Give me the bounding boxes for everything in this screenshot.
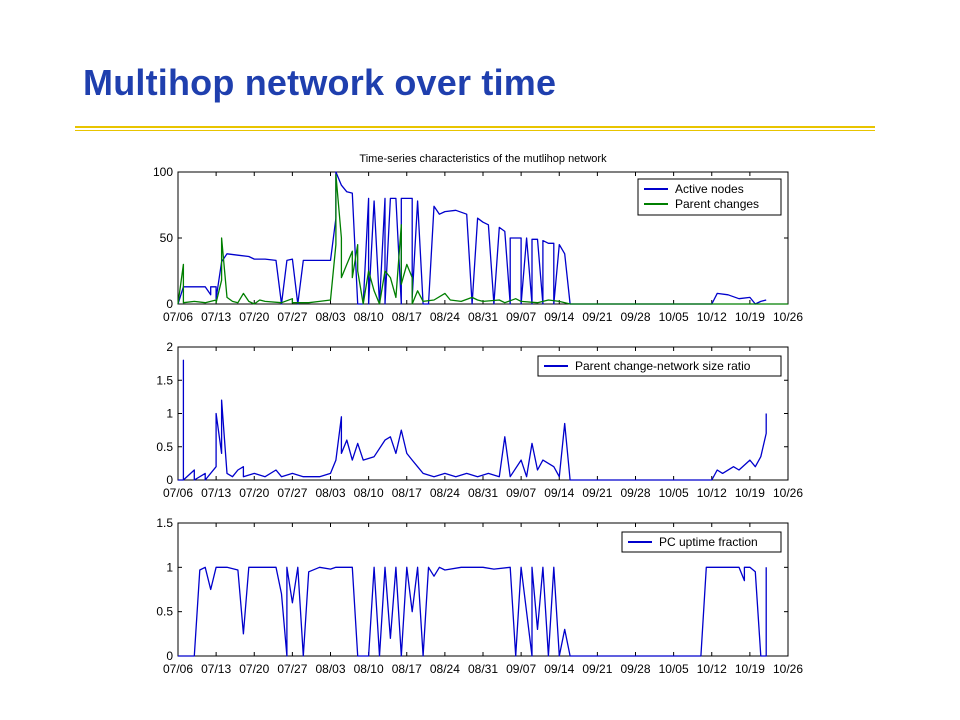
x-tick-label: 10/12	[696, 662, 727, 676]
x-tick-label: 07/06	[162, 662, 194, 676]
x-tick-label: 08/31	[467, 486, 499, 500]
x-tick-label: 08/03	[315, 310, 346, 324]
x-tick-label: 10/26	[772, 662, 804, 676]
x-tick-label: 08/10	[353, 310, 384, 324]
x-tick-label: 10/19	[734, 662, 765, 676]
x-tick-label: 07/06	[162, 310, 194, 324]
x-tick-label: 10/05	[658, 310, 689, 324]
x-tick-label: 07/06	[162, 486, 194, 500]
x-tick-label: 09/28	[620, 486, 651, 500]
x-tick-label: 09/14	[544, 662, 575, 676]
x-tick-label: 10/12	[696, 310, 727, 324]
x-tick-label: 08/24	[429, 662, 460, 676]
y-tick-label: 0.5	[156, 604, 173, 619]
x-tick-label: 08/10	[353, 662, 384, 676]
y-tick-label: 1	[166, 560, 173, 575]
x-tick-label: 10/19	[734, 486, 765, 500]
x-tick-label: 09/28	[620, 662, 651, 676]
legend	[638, 179, 781, 215]
x-tick-label: 09/07	[506, 310, 537, 324]
y-tick-label: 50	[159, 231, 173, 245]
x-tick-label: 10/19	[734, 310, 765, 324]
x-tick-label: 10/26	[772, 310, 804, 324]
x-tick-label: 09/07	[506, 662, 537, 676]
x-tick-label: 08/03	[315, 486, 346, 500]
x-tick-label: 08/10	[353, 486, 384, 500]
chart-title: Time-series characteristics of the mutlihop network	[359, 153, 607, 165]
y-tick-label: 0	[166, 297, 173, 311]
x-tick-label: 09/28	[620, 310, 651, 324]
x-tick-label: 10/26	[772, 486, 804, 500]
x-tick-label: 08/17	[391, 486, 422, 500]
y-tick-label: 100	[152, 165, 173, 179]
y-tick-label: 1.5	[156, 516, 173, 530]
x-tick-label: 10/05	[658, 486, 689, 500]
legend-label: Parent change-network size ratio	[575, 359, 751, 373]
legend-label: PC uptime fraction	[659, 535, 758, 549]
y-tick-label: 0	[166, 649, 173, 663]
x-tick-label: 07/13	[201, 310, 232, 324]
x-tick-label: 10/12	[696, 486, 727, 500]
x-tick-label: 08/24	[429, 486, 460, 500]
y-tick-label: 1.5	[156, 373, 173, 388]
x-tick-label: 07/20	[239, 486, 270, 500]
y-tick-label: 0	[166, 473, 173, 487]
x-tick-label: 08/24	[429, 310, 460, 324]
legend-label: Parent changes	[675, 197, 760, 211]
x-tick-label: 07/20	[239, 662, 270, 676]
x-tick-label: 09/21	[582, 662, 613, 676]
x-tick-label: 08/31	[467, 662, 499, 676]
x-tick-label: 08/17	[391, 310, 422, 324]
x-tick-label: 07/20	[239, 310, 270, 324]
chart-panel-1	[153, 153, 803, 324]
x-tick-label: 09/14	[544, 486, 575, 500]
x-tick-label: 10/05	[658, 662, 689, 676]
x-tick-label: 09/14	[544, 310, 575, 324]
chart-panel-2	[156, 340, 803, 500]
slide-title: Multihop network over time	[83, 62, 557, 103]
x-tick-label: 07/27	[277, 662, 308, 676]
y-tick-label: 1	[166, 406, 173, 421]
x-tick-label: 07/13	[201, 486, 232, 500]
x-tick-label: 08/03	[315, 662, 346, 676]
x-tick-label: 07/27	[277, 310, 308, 324]
x-tick-label: 09/21	[582, 310, 613, 324]
y-tick-label: 2	[166, 340, 173, 354]
x-tick-label: 08/31	[467, 310, 499, 324]
x-tick-label: 07/13	[201, 662, 232, 676]
chart-panel-3	[156, 516, 803, 676]
x-tick-label: 09/21	[582, 486, 613, 500]
legend	[538, 356, 781, 376]
legend-label: Active nodes	[675, 182, 744, 196]
x-tick-label: 07/27	[277, 486, 308, 500]
y-tick-label: 0.5	[156, 439, 173, 454]
x-tick-label: 08/17	[391, 662, 422, 676]
legend	[622, 532, 781, 552]
x-tick-label: 09/07	[506, 486, 537, 500]
